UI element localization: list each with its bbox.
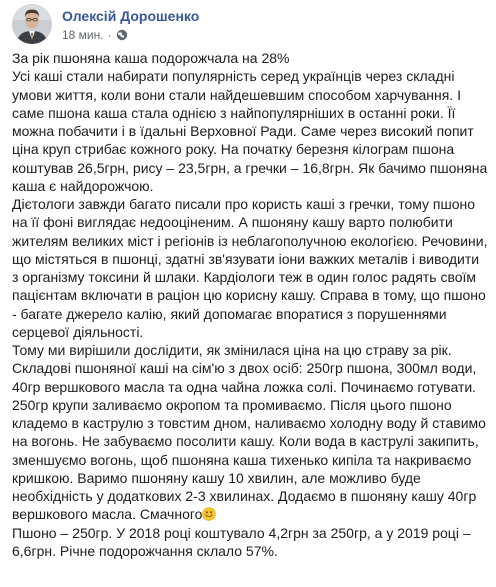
post-meta [62,28,128,42]
author-name[interactable]: Олексій Дорошенко [62,8,200,24]
post-paragraph: Дієтологи завжди багато писали про користь каші з гречки, тому пшоно на її фоні виглядає недооціненим. А пшоняну кашу варто полюбити жителям великих міст і регіонів із неблагополучною екологією. Речовини, що містяться в пшонці, здатні зв'язувати іони важких металів і виводити з організму токсини й шлаки. Кардіологи теж в один голос радять своїм пацієнтам включати в раціон цю корисну кашу. Справа в тому, що пшоно - багате джерело калію, який допомагає впоратися з порушеннями серцевої діяльності. [12,196,488,340]
post-paragraph [12,341,488,524]
meta-separator: · [107,28,112,42]
post-body [12,49,488,560]
post-paragraph: За рік пшонянa каша подорожчала на 28% Усі каші стали набирати популярність серед українців через складні умови життя, коли вони стали найдешевшим способом харчування. І саме пшона каша стала однією з найпопулярніших в останні роки. Її можна побачити і в їдальні Верховної Ради. Саме через високий попит ціна круп стрибає кожного року. На початку березня кілограм пшона коштував 26,5грн, рису – 23,5грн, а гречки – 16,8грн. Як бачимо пшоняна каша є найдорожчою. [12,50,488,194]
post-timestamp[interactable]: 18 мин. [62,28,104,42]
post-paragraph-text: Тому ми вирішили дослідити, як змінилася ціна на цю страву за рік. Складові пшоняної каші на сім'ю з двох осіб: 250гр пшона, 300мл води, 40гр вершкового масла та одна чайна ложка солі. Починаємо готувати. 250гр крупи заливаємо окропом та промиваємо. Після цього пшоно кладемо в каструлю з товстим дном, наливаємо холодну воду й ставимо на вогонь. Не забуваємо посолити кашу. Коли вода в каструлі закипить, зменшуємо вогонь, щоб пшоняна каша тихенько кипіла та накриваємо кришкою. Варимо пшоняну кашу 10 хвилин, але можливо буде необхідність у додаткових 2-3 хвилинах. Додаємо в пшоняну кашу 40гр вершкового масла. Смачного [12,342,486,523]
globe-icon[interactable] [116,29,128,41]
avatar-photo [12,4,52,44]
author-avatar[interactable] [12,4,52,44]
post-paragraph: Пшоно – 250гр. У 2018 році коштувало 4,2грн за 250гр, а у 2019 році – 6,6грн. Річне подорожчання склало 57%. [12,524,471,559]
post-header [12,4,482,48]
smiley-emoji-icon [202,507,216,521]
